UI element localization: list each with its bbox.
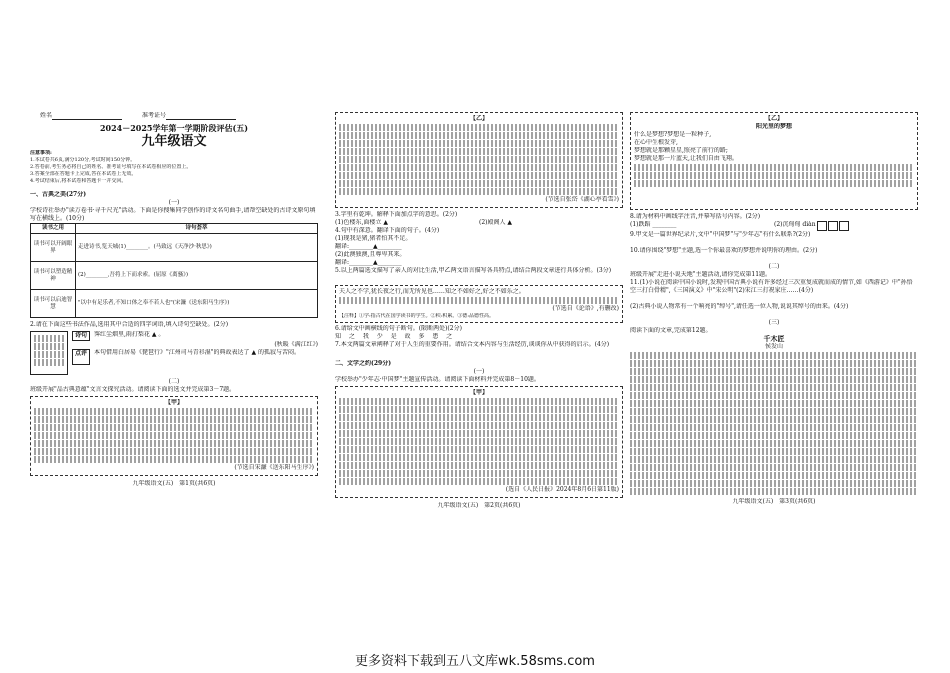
quote-line-1: 夫人之不学,犹长夜之行,而无所见也……知之不如好之,好之不如乐之。 [339,288,525,295]
table-head-2: 诗句荟萃 [76,224,318,234]
q2-text: 2.请在下面这些书法作品,选用其中合适的四字词语,填入诗句空缺处。(2分) [30,321,229,328]
poem-line-1: 什么是梦想?梦想是一粒种子, [634,131,712,138]
poem-label: 诗句 [72,331,90,341]
table-row-1-text: 走进诗书,览天城(1)________。(马致远《天净沙·秋思》) [76,234,318,262]
name-label: 姓名 [40,112,53,119]
poem-passage [630,112,918,210]
q1-intro: 学校诗社举办"读万卷书·寻千尺光"活动。下面是你搜集同学创作的诗文名句曲手,请帮空缺处的古诗文原句填写在横线上。(10分) [30,207,316,222]
subject-title: 九年级语文 [141,134,207,149]
poem-source: (秋暖《满江红》) [274,341,318,348]
jia-label: 【甲】 [164,399,183,406]
q7: 7.本文两篇文章阐释了对于人生的重要作用。请结合文本内容与生活经历,谈谈你从中获得的启示。(4分) [335,341,610,348]
essay-jia-label: 【甲】 [469,389,488,396]
p3-yi-title: 阳光里的梦想 [755,123,792,130]
q3-item-1: (1)色楼东,面楼立 ▲ [335,219,388,226]
q3-item-2: (2)殿阁人 ▲ [479,219,513,226]
notice-4: 4.考试结束后,将本试卷和答题卡一并交回。 [30,178,127,184]
poetry-table [30,223,318,318]
q6-line: 知 之 我 少 是 故 多 患 之 [335,333,456,340]
yi-passage [335,112,623,208]
exam-no-label: 准考证号 [142,112,167,119]
p3-q8-item-1: (1)跌蹈 ________ [630,221,677,228]
download-banner: 更多资料下载到五八文库wk.58sms.com [355,654,595,669]
q2-block [30,331,318,375]
quote-box [335,285,623,323]
table-row-2-label: 读书可以塑造精神 [31,262,76,290]
exam-title: 2024－2025学年第一学期阶段评估(五) [99,123,249,133]
q3-intro: 班级开展"品古典意蕴"文言文探究活动。请阅读下面的选文并完成第3－7题。 [30,386,236,393]
page2-section: (一) [473,368,485,375]
point-text: 本句借用白居易《琵琶行》"江州司马青衫湿"的典故表达了 ▲ 的孤寂与苦闷。 [94,349,300,356]
table-row-3-text: "以中有足乐者,不知口体之奉不若人也"(宋濂《送东阳马生序》) [76,290,318,318]
section-2: (二) [168,378,180,385]
page2-footer: 九年级语文(五) 第2页(共6页) [437,502,521,509]
poem-line-2: 在心中生根发芽, [634,139,678,146]
part2-title: 二、文学之约(29分) [335,360,392,367]
p3-q8: 8.请为材料中画线字注音,并摹写括号内容。(2分) [630,213,761,220]
essay-source: (选自《人民日报》2024年8月6日第11版) [505,486,619,493]
q4: 4.句中有深意。翻译下面的句子。(4分) [335,227,440,234]
table-head-1: 读书之用 [31,224,76,234]
exam-page-1 [30,112,318,610]
q12-intro: 阅读下面的文章,完成第12题。 [630,327,712,334]
notice-2: 2.答卷前,考生务必将自己的姓名、准考证号填写在本试卷相应的位置上。 [30,164,192,170]
jia-passage [30,396,318,476]
q8-intro: 学校举办"少年志·中国梦"主题宣传活动。请阅读下面材料并完成第8－10题。 [335,376,540,383]
q11-intro: 班级开展"走进小说天地"主题活动,请你完成第11题。 [630,271,772,278]
p3-yi-label: 【乙】 [764,115,783,122]
q4-item-3: (2)此澳独澳,且尊卑其来。 [335,251,406,258]
page3-footer: 九年级语文(五) 第3页(共6页) [732,498,816,505]
notice-1: 1.本试卷共6页,满分120分,考试时间150分钟。 [30,157,136,163]
poem-line-4: 梦想就是那一片蓝天,让我们自由飞翔。 [634,155,738,162]
q4-item-2: 翻译:________▲________ [335,243,402,250]
poem-text: 霁红尘烟里,雨打梨花 ▲ 。 [94,331,165,338]
table-row-2-text: (2)________,吾将上下而求索。(屈原《离骚》) [76,262,318,290]
q4-item-1: (1)现我是猪,猪者怕其不足。 [335,235,412,242]
section-1: (一) [168,199,180,206]
story-author: 侯发山 [764,343,783,350]
exam-page-3 [630,112,918,610]
page1-footer: 九年级语文(五) 第1页(共6页) [132,480,216,487]
q5: 5.以上两篇选文描写了亲人的对比生活,甲乙两文语言描写各具特点,请结合两段文章进行具体分析。(3分) [335,267,612,274]
point-label: 点评 [72,349,90,365]
q3: 3.字里有乾坤。解释下面加点字的意思。(2分) [335,211,458,218]
story-title: 千木匠 [763,335,785,343]
q11-b: (2)古典小说人物常有一个响亮的"绰号",请任选一位人物,说说其绰号的由来。(4分) [630,303,849,310]
name-line [40,112,318,120]
p3-q8-item-2: (2)沉甸甸 diàn [774,221,816,228]
notice-3: 3.答案全部在答题卡上完成,答在本试卷上无效。 [30,171,137,177]
story-body [630,352,918,495]
jia-source: (节选自宋濂《送东阳马生序》) [234,464,314,471]
essay-passage [335,386,623,498]
table-row-3-label: 读书可以启迪智慧 [31,290,76,318]
table-row-1-label: 读书可以开阔眼界 [31,234,76,262]
quote-source: (节选自《论语》,有删改) [552,305,619,312]
p3-q9: 9.甲文是一篇世界纪录片,文中"中国梦"与"少年志"有什么联系?(2分) [630,231,811,238]
p3-section-2: (二) [768,263,780,270]
yi-source: (节选自张岱《湖心亭看雪》) [545,196,619,203]
poem-line-3: 梦想就是那颗星星,照亮了前行的路; [634,147,728,154]
part1-title: 一、古典之美(27分) [30,191,87,198]
notice-title: 注意事项: [30,150,52,156]
p3-q10: 10.请你围绕"梦想"主题,选一个你最喜欢的梦想并说明你的理由。(2分) [630,247,818,254]
calligraphy-image [30,331,68,375]
q11: 11.(1)小说在阅读中国小说时,发现中国古典小说有许多经过三次重复成就而成的情节,如《西游记》中"孙悟空三打白骨精",《三国演义》中"宋公明"(2)宋江三打祝家庄……(4分) [630,279,913,294]
p3-section-3: (三) [768,319,780,326]
q6: 6.请给文中画横线的句子断句。(限断两处)(2分) [335,325,462,332]
exam-page-2 [335,112,623,610]
q4-item-4: 翻译:________▲________ [335,259,402,266]
quote-note: 【注释】①学:指古代在国学读书的学生。②积:积累。③德:品德性高。 [339,313,495,319]
yi-label: 【乙】 [469,115,488,122]
